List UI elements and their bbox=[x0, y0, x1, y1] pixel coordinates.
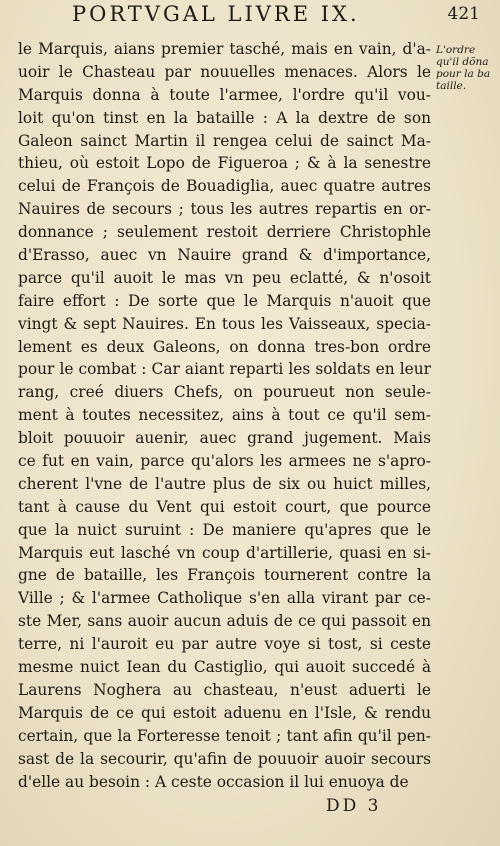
text-line: certain, que la Forteresse tenoit ; tant afin qu'il pen- bbox=[18, 726, 431, 745]
text-line: tant à cause du Vent qui estoit court, que pource bbox=[18, 497, 431, 516]
text-line: ste Mer, sans auoir aucun aduis de ce qui passoit en bbox=[18, 612, 431, 631]
text-line: cherent l'vne de l'autre plus de six ou huict milles, bbox=[18, 474, 431, 493]
text-line: sast de la secourir, qu'afin de pouuoir auoir secours bbox=[18, 749, 431, 768]
text-line: rang, creé diuers Chefs, on pourueut non seule- bbox=[18, 383, 431, 402]
text-line: gne de bataille, les François tournerent contre la bbox=[18, 566, 431, 585]
text-line: bloit pouuoir auenir, auec grand jugement. Mais bbox=[18, 429, 431, 448]
text-line: pour le combat : Car aiant reparti les soldats en leur bbox=[18, 360, 431, 379]
text-line: vingt & sept Nauires. En tous les Vaisseaux, specia- bbox=[18, 314, 431, 333]
margin-note-line: qu'il dõna bbox=[436, 56, 489, 68]
text-line: d'elle au besoin : A ceste occasion il lui enuoya de bbox=[18, 772, 409, 791]
text-line: Galeon sainct Martin il rengea celui de sainct Ma- bbox=[18, 131, 431, 150]
text-line: Nauires de secours ; tous les autres repartis en or- bbox=[18, 200, 431, 219]
running-title: PORTVGAL LIVRE IX. bbox=[72, 2, 360, 26]
text-line: uoir le Chasteau par nouuelles menaces. Alors le bbox=[18, 62, 431, 81]
text-line: Marquis eut lasché vn coup d'artillerie, quasi en si- bbox=[18, 543, 431, 562]
text-line: d'Erasso, auec vn Nauire grand & d'importance, bbox=[18, 246, 431, 265]
page-number: 421 bbox=[447, 4, 480, 24]
text-line: Laurens Noghera au chasteau, n'eust aduerti le bbox=[18, 680, 431, 699]
text-line: Marquis de ce qui estoit aduenu en l'Isle, & rendu bbox=[18, 703, 431, 722]
margin-note bbox=[436, 44, 498, 92]
margin-note-line: pour la ba bbox=[436, 68, 491, 80]
text-line: donnance ; seulement restoit derriere Christophle bbox=[18, 223, 431, 242]
text-line: mesme nuict Iean du Castiglio, qui auoit succedé à bbox=[18, 658, 431, 677]
text-line: que la nuict suruint : De maniere qu'apres que le bbox=[18, 520, 431, 539]
text-line: faire effort : De sorte que le Marquis n'auoit que bbox=[18, 291, 431, 310]
text-line: ment à toutes necessitez, ains à tout ce qu'il sem- bbox=[18, 406, 431, 425]
margin-note-line: taille. bbox=[436, 80, 467, 92]
text-line: loit qu'on tinst en la bataille : A la dextre de son bbox=[18, 108, 431, 127]
text-line: Ville ; & l'armee Catholique s'en alla virant par ce- bbox=[18, 589, 431, 608]
text-line: Marquis donna à toute l'armee, l'ordre qu'il vou- bbox=[18, 85, 431, 104]
text-line: terre, ni l'auroit eu par autre voye si tost, si ceste bbox=[18, 635, 431, 654]
signature-mark: DD 3 bbox=[326, 796, 382, 816]
text-line: parce qu'il auoit le mas vn peu eclatté, & n'osoit bbox=[18, 268, 431, 287]
text-line: thieu, où estoit Lopo de Figueroa ; & à la senestre bbox=[18, 154, 431, 173]
text-line: celui de François de Bouadiglia, auec quatre autres bbox=[18, 177, 431, 196]
text-line: ce fut en vain, parce qu'alors les armees ne s'apro- bbox=[18, 452, 431, 471]
body-text bbox=[18, 38, 431, 793]
text-line: le Marquis, aians premier tasché, mais en vain, d'a- bbox=[18, 40, 431, 58]
text-line: lement es deux Galeons, on donna tres-bon ordre bbox=[18, 337, 431, 356]
margin-note-line: L'ordre bbox=[436, 44, 476, 56]
page-header bbox=[72, 2, 480, 28]
